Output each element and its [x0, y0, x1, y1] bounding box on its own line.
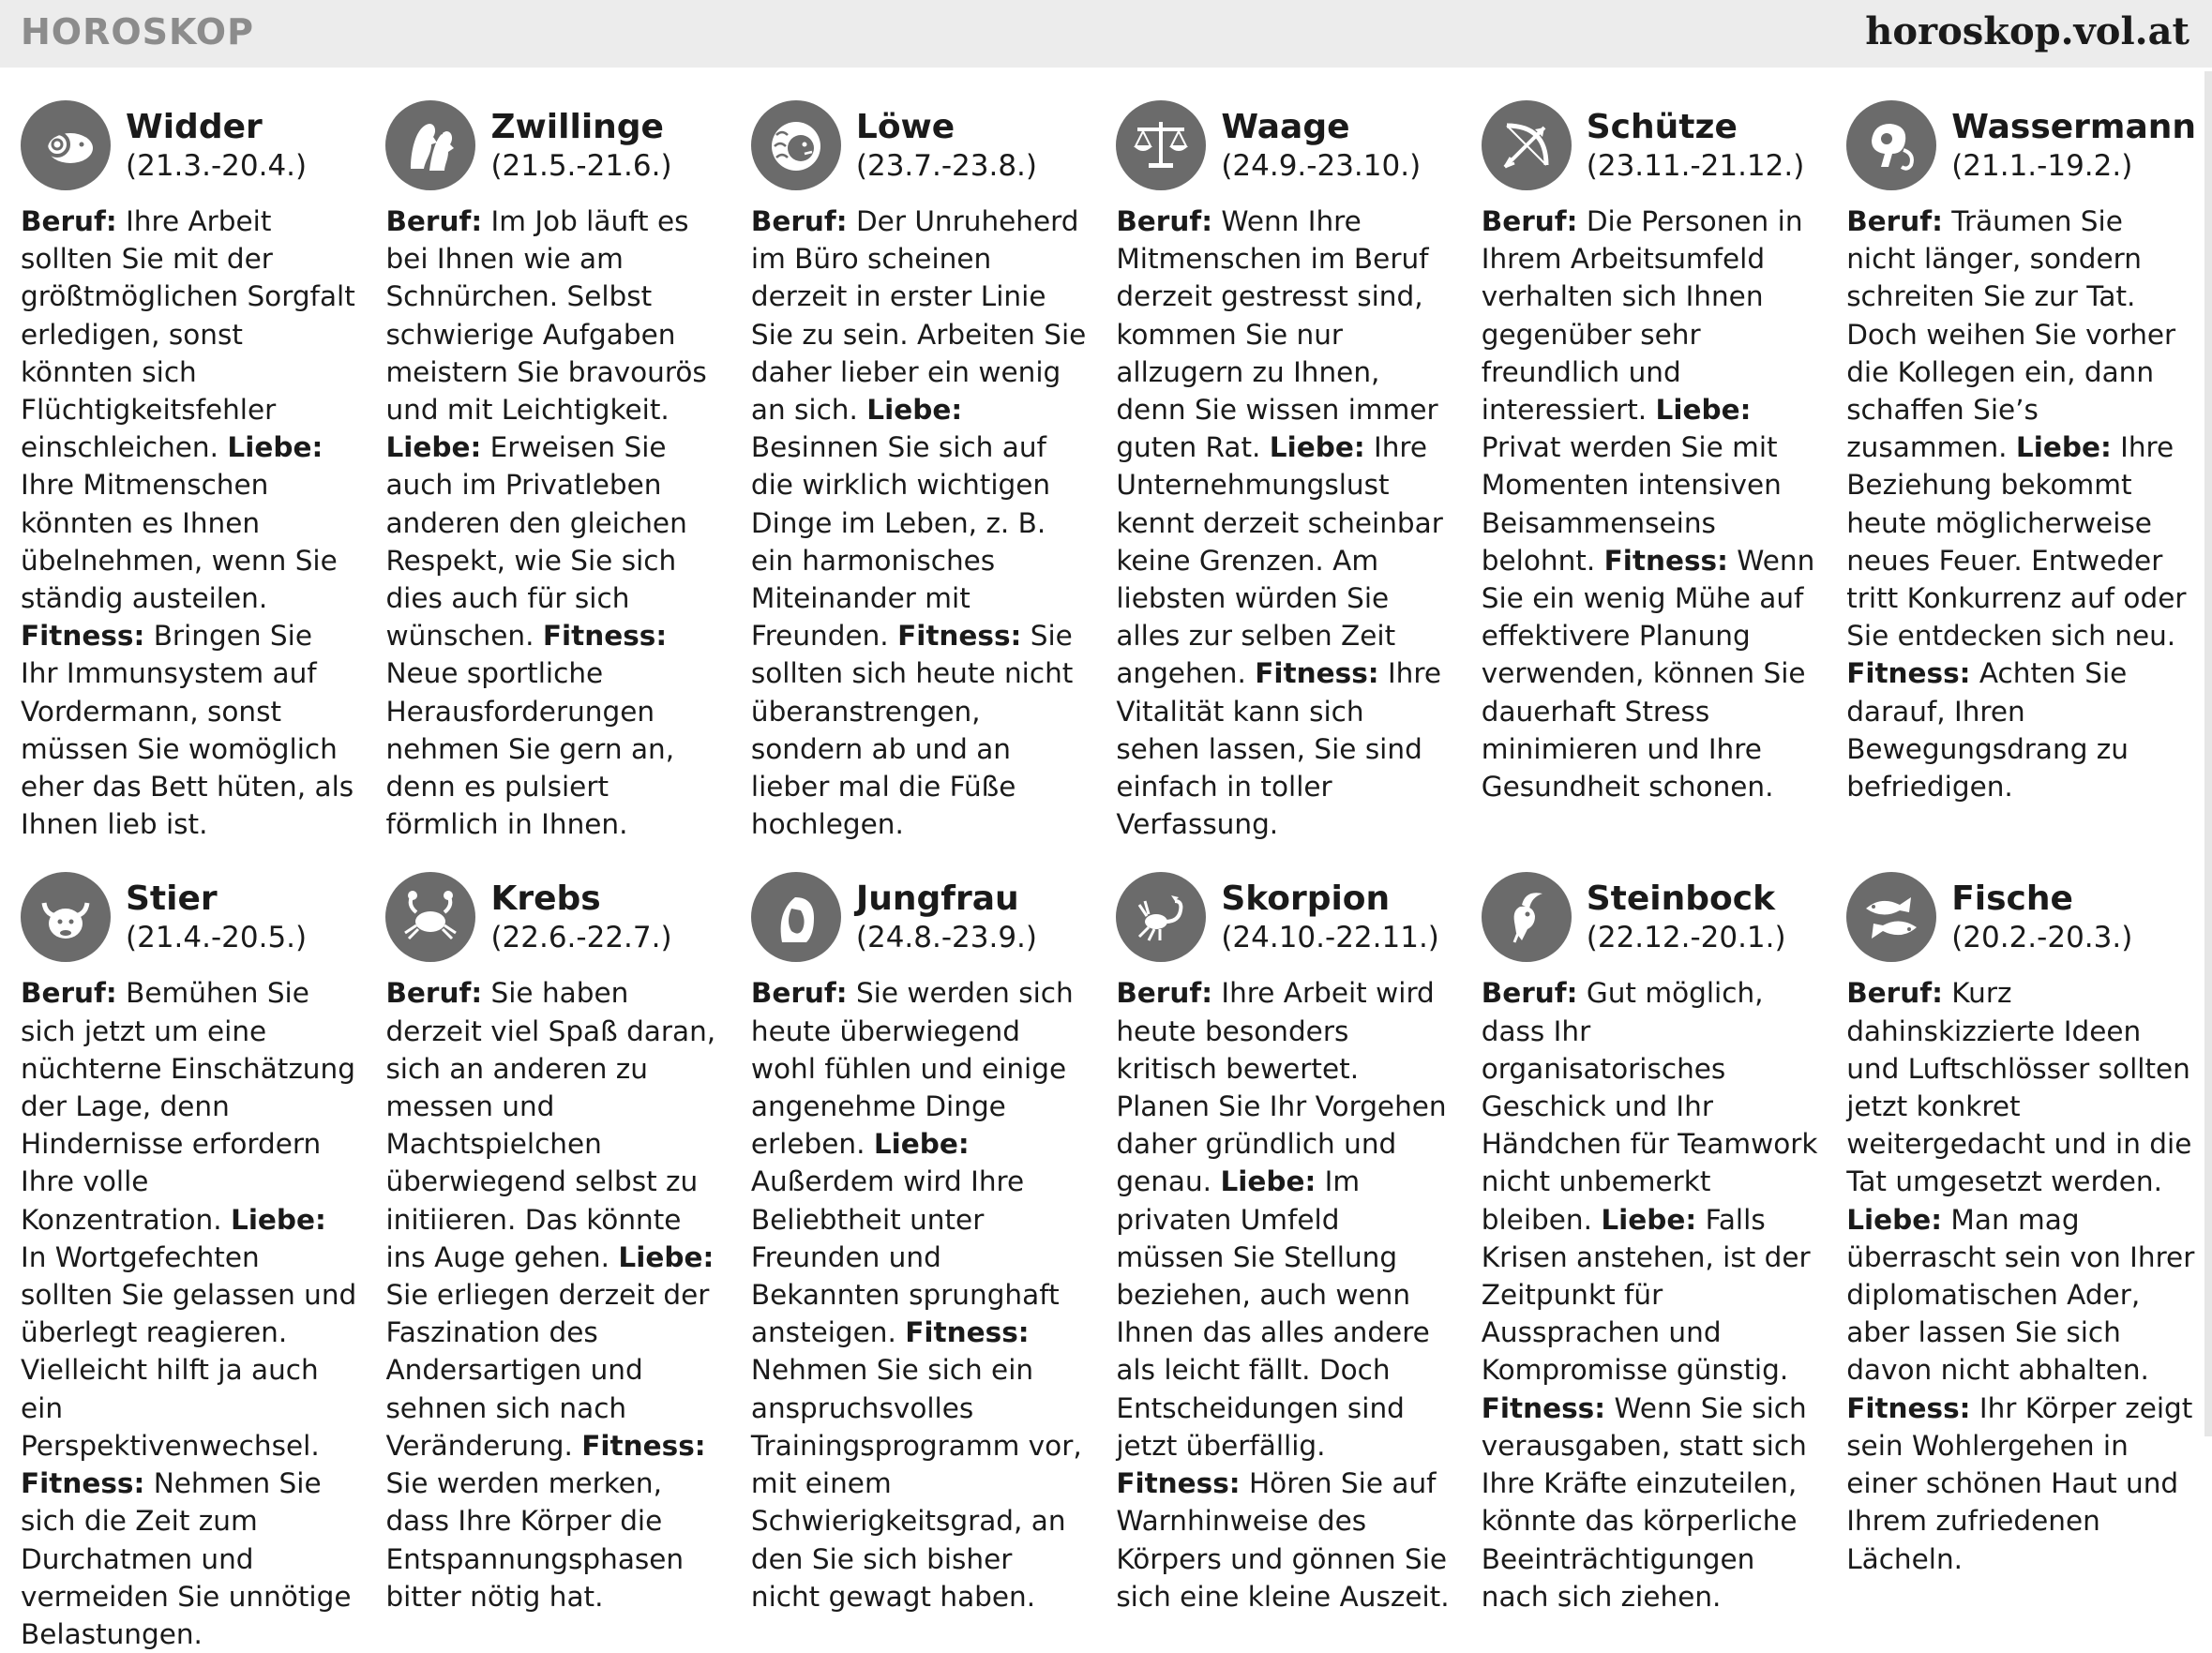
page-title: HOROSKOP [21, 11, 254, 53]
sign-name: Schütze [1586, 108, 1738, 146]
sign-name: Zwillinge [490, 108, 664, 146]
sign-jungfrau [751, 865, 1088, 1653]
sign-header [1482, 94, 1818, 197]
sign-dates: (24.10.-22.11.) [1221, 921, 1439, 955]
liebe-text: Besinnen Sie sich auf die wirklich wichtigen Dinge im Leben, z. B. ein harmonisches Miteinander mit Freunden. [750, 431, 1051, 653]
fitness-text: Hören Sie auf Warnhinweise des Körpers und gönnen Sie sich eine kleine Auszeit. [1116, 1467, 1450, 1613]
sign-dates: (24.9.-23.10.) [1221, 149, 1422, 183]
sign-header [1116, 865, 1452, 969]
sign-header [751, 865, 1088, 969]
beruf-label: Beruf: [1481, 205, 1578, 237]
beruf-text: Die Personen in Ihrem Arbeitsumfeld verhalten sich Ihnen gegenüber sehr freundlich und interessiert. [1481, 205, 1803, 427]
horoscope-grid [21, 94, 2196, 1650]
sign-text [385, 203, 722, 843]
fitness-text: Nehmen Sie sich die Zeit zum Durchatmen und vermeiden Sie unnötige Belastungen. [21, 1467, 352, 1650]
sign-text [1846, 974, 2196, 1577]
liebe-text: Erweisen Sie auch im Privatleben anderen den gleichen Respekt, wie Sie sich dies auch für sich wünschen. [385, 431, 687, 653]
header-bar [0, 0, 2212, 68]
fitness-text: Ihr Körper zeigt sein Wohlergehen in einer schönen Haut und Ihrem zufriedenen Lächeln. [1846, 1391, 2193, 1575]
sign-name: Krebs [490, 879, 601, 919]
sign-name: Löwe [855, 108, 956, 146]
fitness-label: Fitness: [542, 620, 668, 653]
beruf-text: Im Job läuft es bei Ihnen wie am Schnürchen. Selbst schwierige Aufgaben meistern Sie bravourös und mit Leichtigkeit. [385, 205, 707, 427]
liebe-text: Man mag überrascht sein von Ihrer diplomatischen Ader, aber lassen Sie sich davon nicht abhalten. [1846, 1203, 2195, 1387]
sign-dates: (20.2.-20.3.) [1951, 921, 2133, 955]
fitness-text: Wenn Sie ein wenig Mühe auf effektivere Planung verwenden, können Sie dauerhaft Stress minimieren und Ihre Gesundheit schonen. [1481, 544, 1815, 804]
scales-icon [1116, 100, 1206, 190]
liebe-label: Liebe: [618, 1240, 715, 1273]
beruf-text: Sie haben derzeit viel Spaß daran, sich an anderen zu messen und Machtspielchen überwiegend selbst zu initiieren. Das könnte ins Auge gehen. [385, 977, 716, 1273]
fitness-text: Bringen Sie Ihr Immunsystem auf Vordermann, sonst müssen Sie womöglich eher das Bett hüten, als Ihnen lieb ist. [21, 620, 354, 841]
beruf-label: Beruf: [750, 205, 848, 237]
fitness-text: Nehmen Sie sich ein anspruchsvolles Trainingsprogramm vor, mit einem Schwierigkeitsgrad, an den Sie sich bisher nicht gewagt haben. [750, 1354, 1082, 1613]
sign-text [385, 974, 722, 1615]
fitness-text: Wenn Sie sich verausgaben, statt sich Ihre Kräfte einzuteilen, könnte das körperliche Beeinträchtigungen nach sich ziehen. [1481, 1391, 1807, 1613]
beruf-label: Beruf: [385, 977, 483, 1010]
sign-header [1482, 865, 1818, 969]
fitness-label: Fitness: [1846, 657, 1971, 690]
sign-text [751, 203, 1088, 843]
sign-skorpion [1116, 865, 1452, 1653]
beruf-text: Gut möglich, dass Ihr organisatorisches Geschick und Ihr Händchen für Teamwork nicht unbemerkt bleiben. [1481, 977, 1818, 1236]
liebe-label: Liebe: [866, 394, 963, 427]
fitness-text: Neue sportliche Herausforderungen nehmen Sie gern an, denn es pulsiert förmlich in Ihnen. [385, 657, 675, 841]
sign-text [1116, 203, 1452, 843]
sign-name: Widder [126, 108, 263, 146]
fitness-label: Fitness: [21, 620, 145, 653]
fitness-label: Fitness: [1255, 657, 1379, 690]
fitness-label: Fitness: [1481, 1391, 1606, 1424]
site-url: horoskop.vol.at [1865, 9, 2189, 53]
fitness-label: Fitness: [897, 620, 1022, 653]
beruf-label: Beruf: [1846, 977, 1943, 1010]
fitness-label: Fitness: [581, 1429, 706, 1462]
sign-header [385, 865, 722, 969]
sign-dates: (21.1.-19.2.) [1951, 149, 2133, 183]
fitness-text: Sie sollten sich heute nicht überanstrengen, sondern ab und an lieber mal die Füße hochlegen. [750, 620, 1074, 841]
fitness-text: Sie werden merken, dass Ihre Körper die Entspannungsphasen bitter nötig hat. [385, 1467, 685, 1613]
beruf-label: Beruf: [21, 205, 117, 237]
beruf-label: Beruf: [1846, 205, 1943, 237]
water-bearer-icon [1846, 100, 1936, 190]
beruf-label: Beruf: [1481, 977, 1578, 1010]
sign-name: Wassermann [1951, 108, 2196, 146]
sign-krebs [385, 865, 722, 1653]
liebe-label: Liebe: [231, 1203, 326, 1236]
beruf-text: Bemühen Sie sich jetzt um eine nüchterne Einschätzung der Lage, denn Hindernisse erfordern Ihre volle Konzentration. [21, 977, 355, 1236]
fitness-text: Achten Sie darauf, Ihren Bewegungsdrang zu befriedigen. [1846, 657, 2129, 804]
fitness-label: Fitness: [21, 1467, 145, 1500]
liebe-label: Liebe: [1220, 1165, 1317, 1198]
sign-widder [21, 94, 357, 843]
beruf-text: Kurz dahinskizzierte Ideen und Luftschlösser sollten jetzt konkret weitergedacht und in die Tat umgesetzt werden. [1846, 977, 2192, 1198]
sign-dates: (21.5.-21.6.) [490, 149, 672, 183]
sign-waage [1116, 94, 1452, 843]
fitness-label: Fitness: [1116, 1467, 1241, 1500]
beruf-label: Beruf: [750, 977, 848, 1010]
sign-header [751, 94, 1088, 197]
ram-icon [21, 100, 111, 190]
liebe-text: Sie erliegen derzeit der Faszination des Andersartigen und sehnen sich nach Veränderung. [385, 1279, 710, 1462]
sign-zwillinge [385, 94, 722, 843]
scorpion-icon [1116, 872, 1206, 962]
crab-icon [385, 872, 475, 962]
sign-header [21, 865, 357, 969]
sign-dates: (22.12.-20.1.) [1586, 921, 1786, 955]
beruf-text: Ihre Arbeit sollten Sie mit der größtmöglichen Sorgfalt erledigen, sonst könnten sich Flüchtigkeitsfehler einschleichen. [21, 205, 355, 464]
fish-icon [1846, 872, 1936, 962]
beruf-text: Der Unruheherd im Büro scheinen derzeit in erster Linie Sie zu sein. Arbeiten Sie daher lieber ein wenig an sich. [750, 205, 1087, 427]
fitness-label: Fitness: [905, 1316, 1030, 1349]
liebe-label: Liebe: [2015, 431, 2112, 464]
sign-text [1482, 974, 1818, 1615]
liebe-text: Ihre Unternehmungslust kennt derzeit scheinbar keine Grenzen. Am liebsten würden Sie alles zur selben Zeit angehen. [1116, 431, 1443, 690]
liebe-text: Ihre Mitmenschen könnten es Ihnen übelnehmen, wenn Sie ständig austeilen. [21, 469, 338, 615]
sign-text [21, 203, 357, 843]
beruf-text: Träumen Sie nicht länger, sondern schreiten Sie zur Tat. Doch weihen Sie vorher die Kollegen ein, dann schaffen Sie’s zusammen. [1846, 205, 2176, 464]
sign-fische [1846, 865, 2196, 1653]
liebe-label: Liebe: [1269, 431, 1365, 464]
sign-wassermann [1846, 94, 2196, 843]
sign-text [21, 974, 357, 1653]
sign-text [1846, 203, 2196, 805]
goat-icon [1482, 872, 1572, 962]
sign-dates: (22.6.-22.7.) [490, 921, 672, 955]
liebe-label: Liebe: [227, 431, 324, 464]
virgin-icon [751, 872, 841, 962]
fitness-label: Fitness: [1846, 1391, 1971, 1424]
sign-header [1116, 94, 1452, 197]
beruf-label: Beruf: [21, 977, 117, 1010]
sign-dates: (23.11.-21.12.) [1586, 149, 1805, 183]
sign-schuetze [1482, 94, 1818, 843]
liebe-label: Liebe: [385, 431, 482, 464]
beruf-label: Beruf: [1116, 205, 1212, 237]
sign-name: Fische [1951, 879, 2073, 919]
beruf-label: Beruf: [1116, 977, 1212, 1010]
liebe-text: In Wortgefechten sollten Sie gelassen und überlegt reagieren. Vielleicht hilft ja auch ein Perspektivenwechsel. [21, 1240, 357, 1462]
sign-header [21, 94, 357, 197]
liebe-label: Liebe: [1846, 1203, 1943, 1236]
liebe-text: Privat werden Sie mit Momenten intensiven Beisammenseins belohnt. [1481, 431, 1782, 577]
fitness-label: Fitness: [1603, 544, 1728, 577]
sign-dates: (21.3.-20.4.) [126, 149, 308, 183]
liebe-text: Falls Krisen anstehen, ist der Zeitpunkt für Aussprachen und Kompromisse günstig. [1481, 1203, 1811, 1387]
sign-name: Steinbock [1586, 879, 1776, 919]
sign-steinbock [1482, 865, 1818, 1653]
sign-header [385, 94, 722, 197]
sign-text [1482, 203, 1818, 805]
beruf-label: Beruf: [385, 205, 483, 237]
sign-header [1846, 865, 2196, 969]
fitness-text: Ihre Vitalität kann sich sehen lassen, Sie sind einfach in toller Verfassung. [1116, 657, 1441, 841]
liebe-label: Liebe: [873, 1128, 970, 1161]
liebe-text: Ihre Beziehung bekommt heute möglicherweise neues Feuer. Entweder tritt Konkurrenz auf oder Sie entdecken sich neu. [1846, 431, 2187, 653]
sign-header [1846, 94, 2196, 197]
sign-loewe [751, 94, 1088, 843]
sign-dates: (24.8.-23.9.) [855, 921, 1038, 955]
beruf-text: Sie werden sich heute überwiegend wohl fühlen und einige angenehme Dinge erleben. [750, 977, 1074, 1161]
beruf-text: Ihre Arbeit wird heute besonders kritisch bewertet. Planen Sie Ihr Vorgehen daher gründlich und genau. [1116, 977, 1447, 1198]
liebe-text: Im privaten Umfeld müssen Sie Stellung beziehen, auch wenn Ihnen das alles andere als leicht fällt. Doch Entscheidungen sind jetzt überfällig. [1116, 1165, 1430, 1462]
sign-text [751, 974, 1088, 1615]
twins-icon [385, 100, 475, 190]
beruf-text: Wenn Ihre Mitmenschen im Beruf derzeit gestresst sind, kommen Sie nur allzugern zu Ihnen, denn Sie wissen immer guten Rat. [1116, 205, 1438, 464]
lion-icon [751, 100, 841, 190]
sign-text [1116, 974, 1452, 1615]
bull-icon [21, 872, 111, 962]
sign-name: Skorpion [1221, 879, 1391, 919]
liebe-label: Liebe: [1655, 394, 1752, 427]
archer-icon [1482, 100, 1572, 190]
sign-name: Stier [126, 879, 218, 919]
sign-stier [21, 865, 357, 1653]
sign-dates: (21.4.-20.5.) [126, 921, 308, 955]
liebe-text: Außerdem wird Ihre Beliebtheit unter Freunden und Bekannten sprunghaft ansteigen. [750, 1165, 1060, 1349]
side-rule [2204, 71, 2212, 1436]
liebe-label: Liebe: [1601, 1203, 1697, 1236]
sign-name: Waage [1221, 108, 1350, 146]
sign-name: Jungfrau [855, 879, 1019, 919]
sign-dates: (23.7.-23.8.) [855, 149, 1038, 183]
